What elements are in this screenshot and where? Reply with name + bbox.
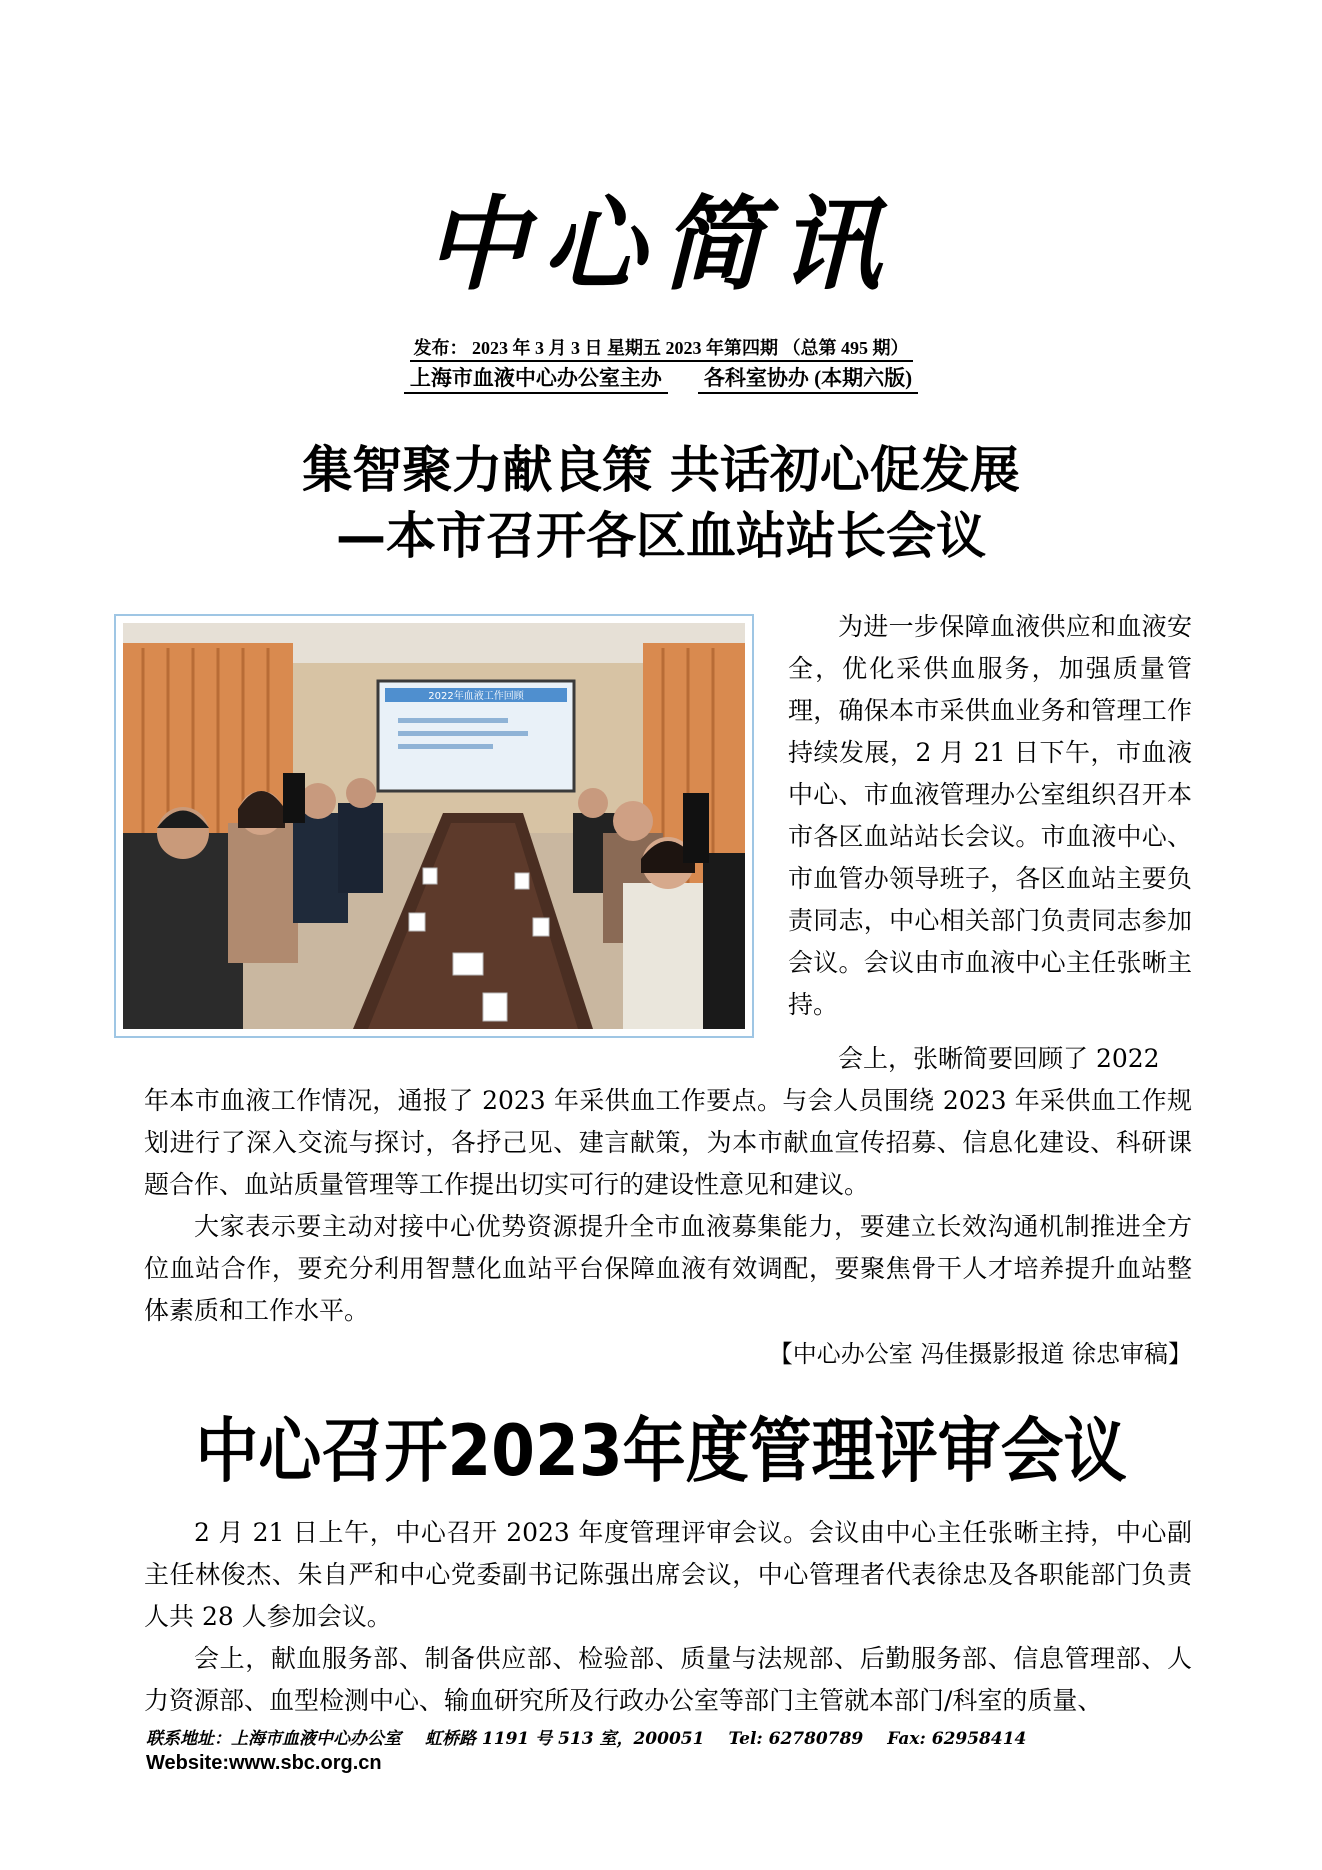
article1-side-column <box>788 606 1192 1026</box>
footer-contact <box>146 1724 1050 1749</box>
footer-fax: Fax: 62958414 <box>887 1729 1027 1749</box>
article1-title-line1: 集智聚力献良策 共话初心促发展 <box>302 441 1020 499</box>
meeting-photo-illustration <box>123 623 745 1029</box>
newsletter-masthead: 中心简讯 <box>425 185 897 305</box>
article1-paragraph2-rest: 年本市血液工作情况，通报了 2023 年采供血工作要点。与会人员围绕 2023 年采供血工作规划进行了深入交流与探讨，各抒己见、建言献策，为本市献血宣传招募、信息化建设、科研课题合作、血站质量管理等工作提出切实可行的建设性意见和建议。 <box>144 1086 1192 1199</box>
article1-title-line2: —本市召开各区血站站长会议 <box>336 507 986 565</box>
footer-address: 联系地址：上海市血液中心办公室 <box>146 1729 401 1749</box>
footer-street: 虹桥路 1191 号 513 室，200051 <box>425 1729 705 1749</box>
photo-screen-text: 2022年血液工作回顾 <box>428 691 524 702</box>
issue-info-text: 发布： 2023 年 3 月 3 日 星期五 2023 年第四期 （总第 495 期） <box>410 338 913 362</box>
article1-paragraph2-start: 会上，张晰简要回顾了 2022 <box>838 1044 1160 1073</box>
article2-body <box>144 1512 1192 1722</box>
meeting-photo <box>114 614 754 1038</box>
article2-title: 中心召开2023年度管理评审会议 <box>195 1410 1127 1492</box>
article1-body <box>144 1080 1192 1332</box>
article1-credit: 【中心办公室 冯佳摄影报道 徐忠审稿】 <box>768 1340 1192 1368</box>
footer-website[interactable]: Website:www.sbc.org.cn <box>146 1752 382 1774</box>
publisher-right: 各科室协办 (本期六版) <box>698 366 918 394</box>
article2-paragraph2: 会上，献血服务部、制备供应部、检验部、质量与法规部、后勤服务部、信息管理部、人力资源部、血型检测中心、输血研究所及行政办公室等部门主管就本部门/科室的质量、 <box>144 1644 1192 1715</box>
article2-paragraph1: 2 月 21 日上午，中心召开 2023 年度管理评审会议。会议由中心主任张晰主持，中心副主任林俊杰、朱自严和中心党委副书记陈强出席会议，中心管理者代表徐忠及各职能部门负责人共 28 人参加会议。 <box>144 1518 1192 1631</box>
article1-paragraph1: 为进一步保障血液供应和血液安全，优化采供血服务，加强质量管理，确保本市采供血业务和管理工作持续发展，2 月 21 日下午，市血液中心、市血液管理办公室组织召开本市各区血站站长会议。市血液中心、市血管办领导班子，各区血站主要负责同志，中心相关部门负责同志参加会议。会议由市血液中心主任张晰主持。 <box>788 612 1192 1019</box>
article1-paragraph3: 大家表示要主动对接中心优势资源提升全市血液募集能力，要建立长效沟通机制推进全方位血站合作，要充分利用智慧化血站平台保障血液有效调配，要聚焦骨干人才培养提升血站整体素质和工作水平。 <box>144 1212 1192 1325</box>
footer-tel: Tel: 62780789 <box>728 1729 864 1749</box>
publisher-left: 上海市血液中心办公室主办 <box>404 366 668 394</box>
publisher-info <box>0 362 1322 392</box>
issue-info <box>0 334 1322 360</box>
